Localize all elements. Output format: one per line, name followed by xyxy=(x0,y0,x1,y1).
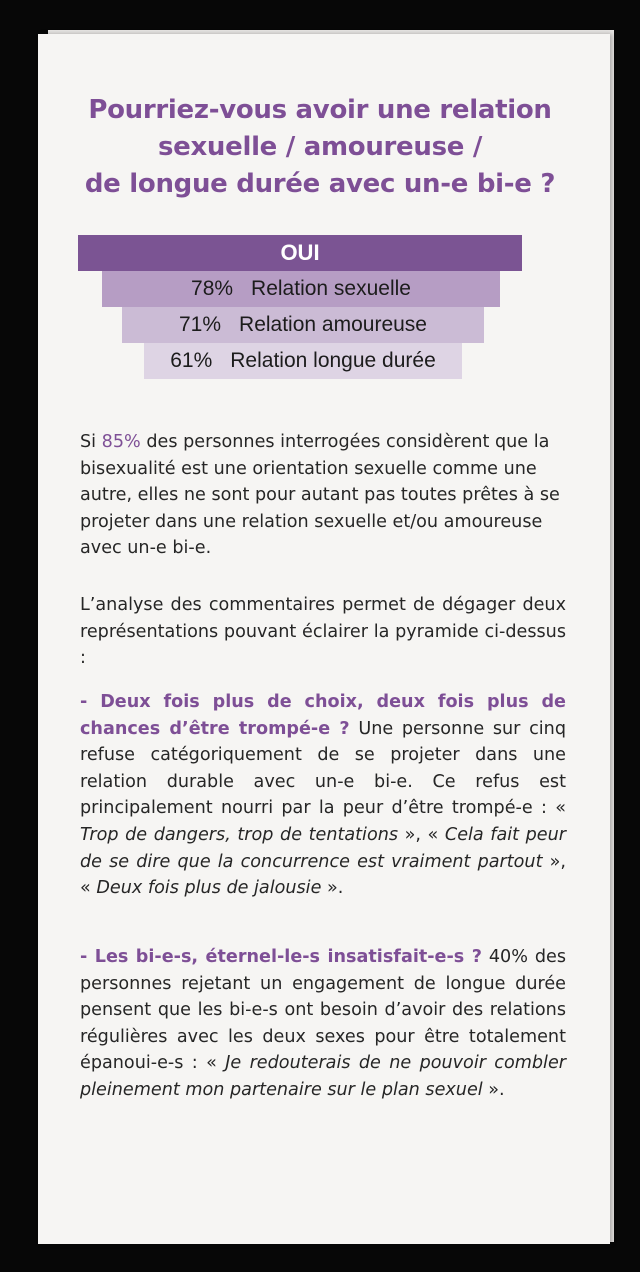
paragraph-dissatisfied xyxy=(80,944,566,1104)
paragraph-intro xyxy=(80,429,566,562)
pyramid-percent: 78% xyxy=(191,277,234,300)
title-line-3: de longue durée avec un-e bi-e ? xyxy=(84,169,556,199)
text-run: », « xyxy=(80,851,566,899)
section-heading: - Deux fois plus de choix, deux fois plus de chances d’être trompé-e ? xyxy=(80,692,566,739)
text-run: des personnes interrogées considèrent que la bisexualité est une orientation sexuelle comme une autre, elles ne sont pour autant pas toutes prêtes à se projeter dans une relation sexuelle et/ou amoureuse avec un-e bi-e. xyxy=(80,432,560,559)
pyramid-label: Relation sexuelle xyxy=(251,277,411,300)
paragraph-analysis xyxy=(80,592,566,672)
text-run: L’analyse des commentaires permet de dégager deux représentations pouvant éclairer la pyramide ci-dessus : xyxy=(80,595,566,669)
text-run: ». xyxy=(321,878,344,899)
quote: Cela fait peur de se dire que la concurrence est vraiment partout xyxy=(80,824,567,872)
pyramid-row-romantic xyxy=(122,307,484,343)
pyramid-label: Relation longue durée xyxy=(230,349,436,372)
text-run: ». xyxy=(482,1079,505,1100)
pyramid-row-sexual xyxy=(102,271,500,307)
highlight-percent: 85% xyxy=(101,432,141,452)
quote: Je redouterais de ne pouvoir combler pleinement mon partenaire sur le plan sexuel xyxy=(80,1053,566,1100)
pyramid-percent: 71% xyxy=(179,313,222,336)
pyramid-label: Relation amoureuse xyxy=(239,313,427,336)
title-line-1: Pourriez-vous avoir une relation xyxy=(88,95,552,125)
text-run: », « xyxy=(398,824,445,845)
pyramid-header-oui: OUI xyxy=(78,235,522,271)
title-line-2: sexuelle / amoureuse / xyxy=(157,132,483,162)
leaflet-page xyxy=(38,34,610,1244)
pyramid-row-long-term xyxy=(144,343,462,379)
section-heading: - Les bi-e-s, éternel-le-s insatisfait-e-s ? xyxy=(80,947,482,967)
pyramid-percent: 61% xyxy=(170,349,213,372)
page-title xyxy=(68,92,572,203)
quote: Trop de dangers, trop de tentations xyxy=(80,824,399,845)
paragraph-choice xyxy=(80,689,566,902)
text-run: 40% des personnes rejetant un engagement de longue durée pensent que les bi-e-s ont besoin d’avoir des relations régulières avec les deux sexes pour être totalement épanoui-e-s : « xyxy=(80,947,566,1074)
text-run: Si xyxy=(80,432,102,452)
text-run: Une personne sur cinq refuse catégoriquement de se projeter dans une relation durable avec un-e bi-e. Ce refus est principalement nourri par la peur d’être trompé-e : « xyxy=(80,718,566,819)
quote: Deux fois plus de jalousie xyxy=(96,878,322,899)
